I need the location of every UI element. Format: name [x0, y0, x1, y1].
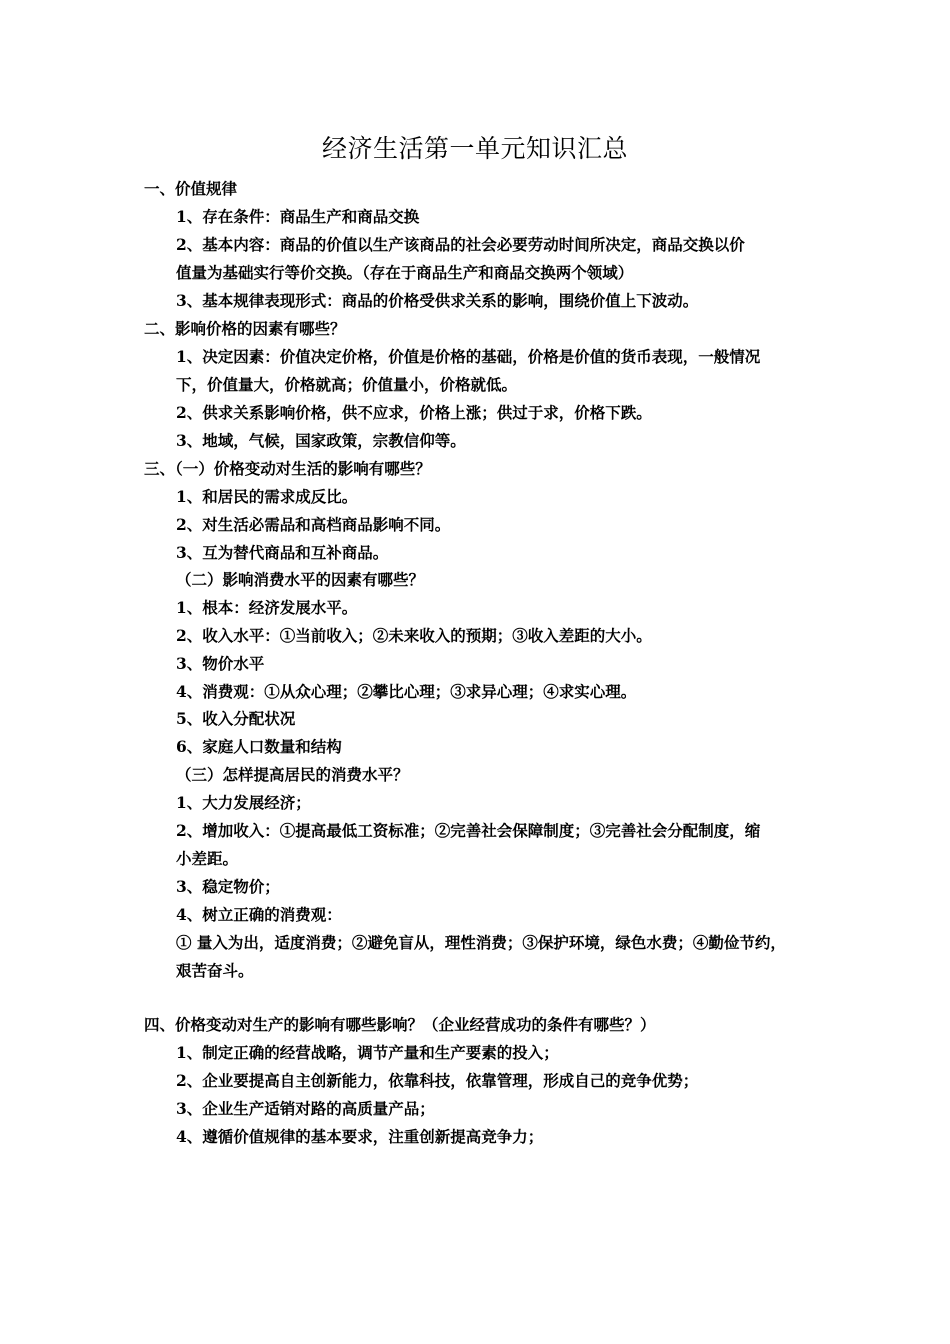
list-item: 3、稳定物价； — [176, 877, 280, 896]
list-item: 3、基本规律表现形式：商品的价格受供求关系的影响，围绕价值上下波动。 — [176, 291, 699, 310]
list-item: 3、企业生产适销对路的高质量产品； — [176, 1099, 435, 1118]
list-item: 6、家庭人口数量和结构 — [176, 737, 342, 756]
list-item: 下，价值量大，价格就高；价值量小，价格就低。 — [176, 375, 518, 394]
list-item: 1、决定因素：价值决定价格，价值是价格的基础，价格是价值的货币表现，一般情况 — [176, 347, 761, 366]
subsection-heading: （三）怎样提高居民的消费水平？ — [176, 765, 409, 784]
section-heading: 三、（一）价格变动对生活的影响有哪些？ — [144, 459, 431, 478]
list-item: 1、根本：经济发展水平。 — [176, 598, 358, 617]
section-heading: 二、影响价格的因素有哪些？ — [144, 319, 346, 338]
list-item: 2、供求关系影响价格，供不应求，价格上涨；供过于求，价格下跌。 — [176, 403, 652, 422]
subsection-heading: （二）影响消费水平的因素有哪些？ — [176, 570, 425, 589]
section-heading: 四、价格变动对生产的影响有哪些影响？（企业经营成功的条件有哪些？） — [144, 1015, 656, 1034]
list-item: 2、对生活必需品和高档商品影响不同。 — [176, 515, 451, 534]
page-title: 经济生活第一单元知识汇总 — [321, 134, 628, 163]
list-item: 1、大力发展经济； — [176, 793, 311, 812]
list-item: 值量为基础实行等价交换。（存在于商品生产和商品交换两个领域） — [176, 263, 634, 282]
list-item: 1、制定正确的经营战略，调节产量和生产要素的投入； — [176, 1043, 559, 1062]
list-item: 3、互为替代商品和互补商品。 — [176, 543, 389, 562]
list-item: 1、和居民的需求成反比。 — [176, 487, 358, 506]
list-item: 3、物价水平 — [176, 654, 265, 673]
list-item: 4、树立正确的消费观： — [176, 905, 342, 924]
list-item: 2、基本内容：商品的价值以生产该商品的社会必要劳动时间所决定，商品交换以价 — [176, 235, 745, 254]
list-item: 2、增加收入：①提高最低工资标准；②完善社会保障制度；③完善社会分配制度，缩 — [176, 821, 761, 840]
list-item: 艰苦奋斗。 — [176, 961, 254, 980]
list-item: 2、收入水平：①当前收入；②未来收入的预期；③收入差距的大小。 — [176, 626, 652, 645]
list-item: ① 量入为出，适度消费；②避免盲从，理性消费；③保护环境，绿色水费；④勤俭节约， — [176, 933, 786, 952]
section-heading: 一、价值规律 — [144, 179, 238, 198]
list-item: 1、存在条件：商品生产和商品交换 — [176, 207, 420, 226]
list-item: 4、消费观：①从众心理；②攀比心理；③求异心理；④求实心理。 — [176, 682, 637, 701]
list-item: 3、地域，气候，国家政策，宗教信仰等。 — [176, 431, 466, 450]
list-item: 小差距。 — [176, 849, 239, 868]
list-item: 2、企业要提高自主创新能力，依靠科技，依靠管理，形成自己的竞争优势； — [176, 1071, 699, 1090]
list-item: 4、遵循价值规律的基本要求，注重创新提高竞争力； — [176, 1127, 544, 1146]
list-item: 5、收入分配状况 — [176, 709, 296, 728]
